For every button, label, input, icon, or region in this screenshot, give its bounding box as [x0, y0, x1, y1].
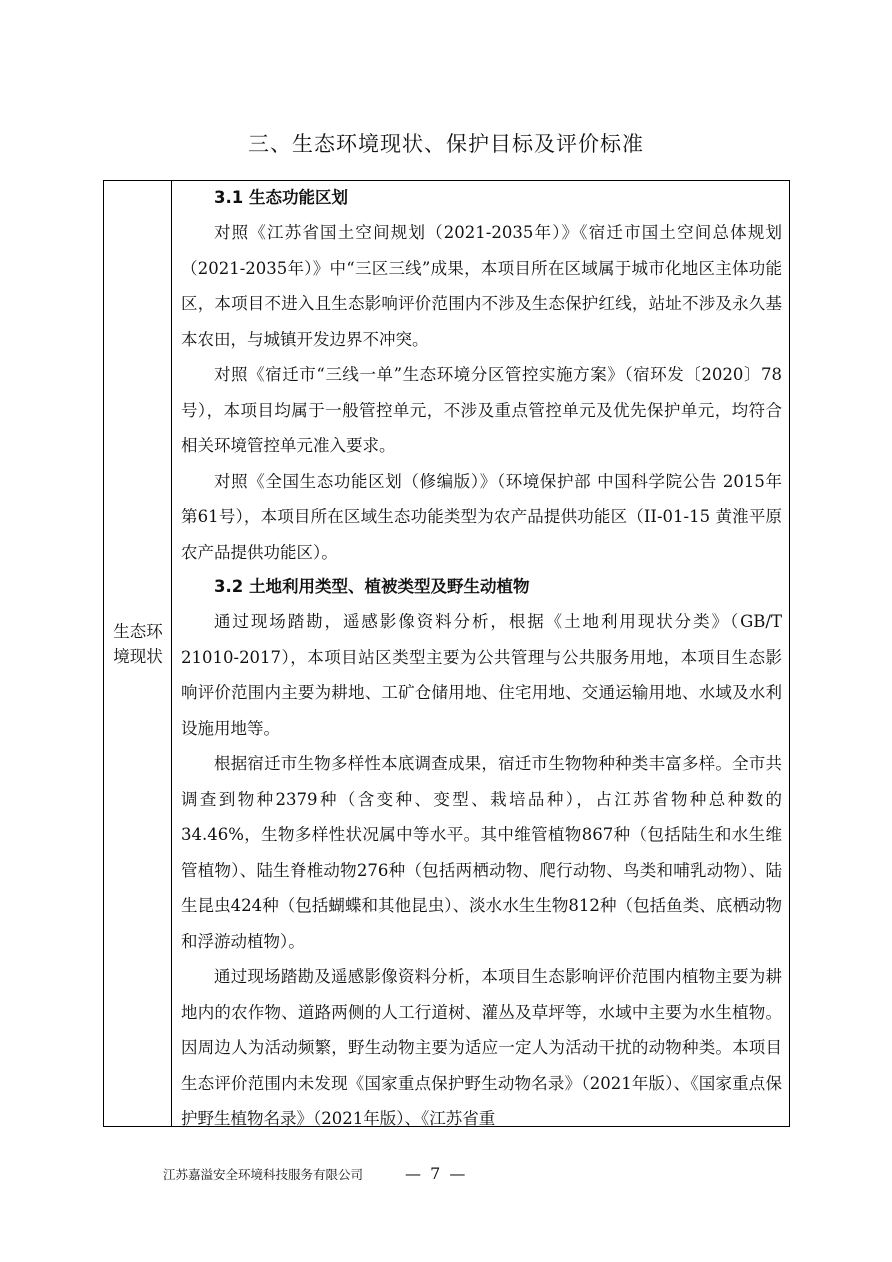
section-heading-3-2: 3.2 土地利用类型、植被类型及野生动植物: [214, 577, 530, 596]
paragraph: 对照《江苏省国土空间规划（2021-2035年）》《宿迁市国土空间总体规划（2021-2035年）》中“三区三线”成果，本项目所在区域属于城市化地区主体功能区，本项目不进入且生态影响评价范围内不涉及生态保护红线，站址不涉及永久基本农田，与城镇开发边界不冲突。: [181, 223, 782, 349]
page-title: 三、生态环境现状、保护目标及评价标准: [248, 132, 644, 156]
row-label: 生态环境现状: [113, 622, 163, 666]
row-label-cell: [104, 181, 172, 1126]
paragraph: 对照《全国生态功能区划（修编版）》（环境保护部 中国科学院公告 2015年 第61号），本项目所在区域生态功能类型为农产品提供功能区（II-01-15 黄淮平原农产品提供功能区）。: [181, 471, 782, 562]
paragraph: 通过现场踏勘，遥感影像资料分析，根据《土地利用现状分类》（GB/T 21010-2017），本项目站区类型主要为公共管理与公共服务用地，本项目生态影响评价范围内主要为耕地、工矿仓储用地、住宅用地、交通运输用地、水域及水利设施用地等。: [181, 612, 782, 738]
page-number: — 7 —: [405, 1164, 468, 1183]
content-table: [103, 180, 790, 1127]
footer-company: 江苏嘉溢安全环境科技服务有限公司: [163, 1167, 364, 1182]
paragraph: 根据宿迁市生物多样性本底调查成果，宿迁市生物物种种类丰富多样。全市共调查到物种2379种（含变种、变型、栽培品种），占江苏省物种总种数的34.46%，生物多样性状况属中等水平。其中维管植物867种（包括陆生和水生维管植物）、陆生脊椎动物276种（包括两栖动物、爬行动物、鸟类和哺乳动物）、陆生昆虫424种（包括蝴蝶和其他昆虫）、淡水水生生物812种（包括鱼类、底栖动物和浮游动植物）。: [181, 754, 782, 951]
content-cell: [181, 181, 782, 1126]
paragraph: 对照《宿迁市“三线一单”生态环境分区管控实施方案》（宿环发〔2020〕78号），本项目均属于一般管控单元，不涉及重点管控单元及优先保护单元，均符合相关环境管控单元准入要求。: [181, 365, 782, 455]
paragraph: 通过现场踏勘及遥感影像资料分析，本项目生态影响评价范围内植物主要为耕地内的农作物、道路两侧的人工行道树、灌丛及草坪等，水域中主要为水生植物。因周边人为活动频繁，野生动物主要为适应一定人为活动干扰的动物种类。本项目生态评价范围内未发现《国家重点保护野生动物名录》（2021年版）、《国家重点保护野生植物名录》（2021年版）、《江苏省重: [181, 967, 782, 1128]
section-heading-3-1: 3.1 生态功能区划: [214, 188, 348, 207]
